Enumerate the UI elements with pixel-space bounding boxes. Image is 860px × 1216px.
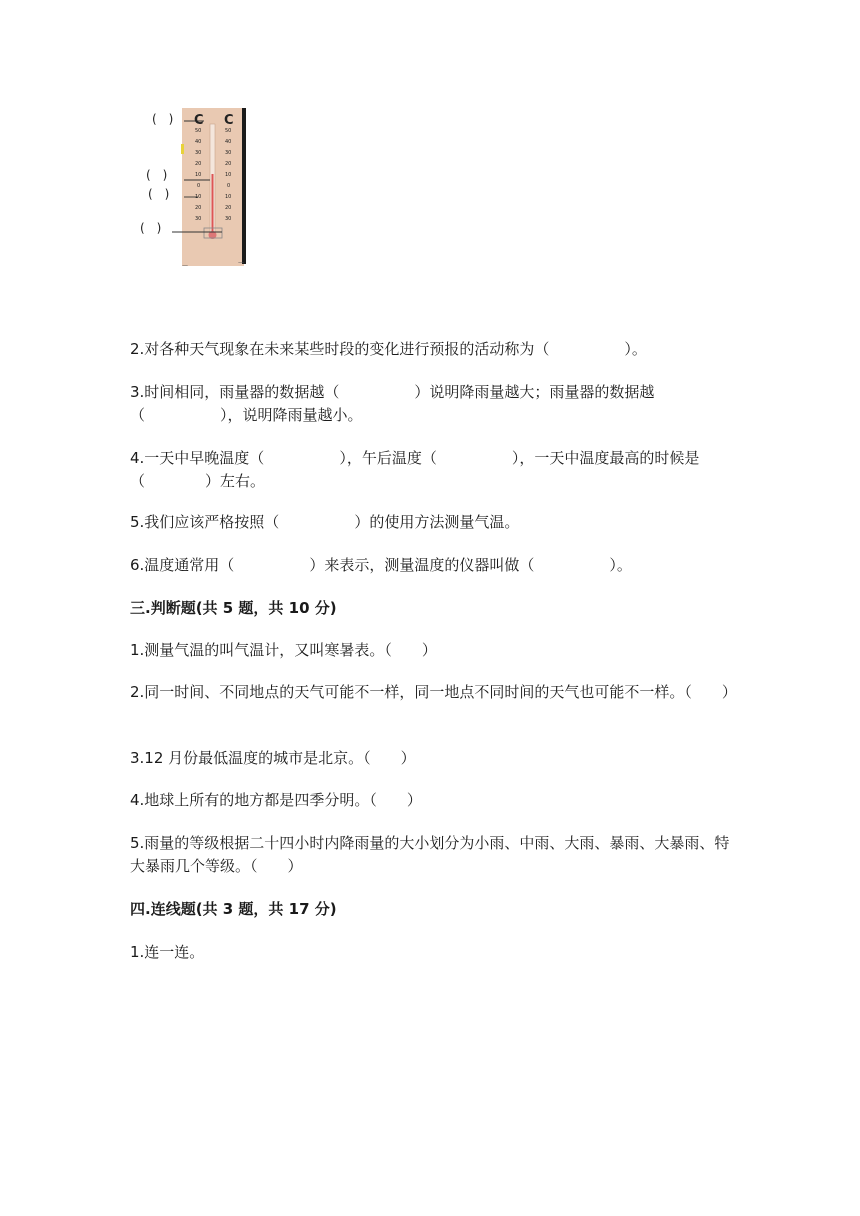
- scale-tick-label: 10: [225, 172, 232, 178]
- scale-tick-label: 0: [227, 183, 231, 189]
- scale-tick-label: 50: [225, 128, 232, 134]
- scale-tick-label: 20: [225, 161, 232, 167]
- celsius-symbol-left: C: [194, 113, 204, 128]
- base-mark: —: [182, 262, 188, 269]
- fill-question-6: 6.温度通常用（ ）来表示，测量温度的仪器叫做（ ）。: [130, 556, 632, 574]
- scale-tick-label: 10: [195, 194, 202, 200]
- scale-tick-label: 0: [197, 183, 201, 189]
- judge-question-4: 4.地球上所有的地方都是四季分明。（ ）: [130, 791, 422, 809]
- fill-question-5: 5.我们应该严格按照（ ）的使用方法测量气温。: [130, 513, 520, 531]
- scale-tick-label: 30: [195, 150, 202, 156]
- fill-question-2: 2.对各种天气现象在未来某些时段的变化进行预报的活动称为（ ）。: [130, 340, 647, 358]
- fill-question-4: 4.一天中早晚温度（ ），午后温度（ ），一天中温度最高的时候是（ ）左右。: [130, 449, 700, 490]
- section-title-matching: 四.连线题(共 3 题，共 17 分): [130, 900, 337, 918]
- figure-blank-label: ( ): [152, 112, 174, 126]
- scale-tick-label: 30: [225, 150, 232, 156]
- board-edge: [242, 108, 246, 264]
- scale-tick-label: 30: [195, 216, 202, 222]
- judge-question-3: 3.12 月份最低温度的城市是北京。（ ）: [130, 749, 416, 767]
- scale-tick-label: 40: [225, 139, 232, 145]
- thermometer-figure: [138, 104, 252, 270]
- section-title-judgement: 三.判断题(共 5 题，共 10 分): [130, 599, 337, 617]
- scale-tick-label: 10: [225, 194, 232, 200]
- yellow-mark: [181, 144, 184, 154]
- figure-blank-label: ( ): [140, 221, 162, 235]
- scale-tick-label: 20: [195, 161, 202, 167]
- liquid-column: [212, 174, 214, 232]
- scale-tick-label: 50: [195, 128, 202, 134]
- figure-blank-label: ( ): [146, 168, 168, 182]
- judge-question-5: 5.雨量的等级根据二十四小时内降雨量的大小划分为小雨、中雨、大雨、暴雨、大暴雨、特大暴雨几个等级。（ ）: [130, 834, 730, 875]
- judge-question-2: 2.同一时间、不同地点的天气可能不一样，同一地点不同时间的天气也可能不一样。（ ）: [130, 683, 737, 701]
- scale-tick-label: 20: [225, 205, 232, 211]
- celsius-symbol-right: C: [224, 113, 234, 128]
- match-question-1: 1.连一连。: [130, 943, 205, 961]
- judge-question-1: 1.测量气温的叫气温计，又叫寒暑表。（ ）: [130, 641, 437, 659]
- scale-tick-label: 20: [195, 205, 202, 211]
- fill-question-3: 3.时间相同，雨量器的数据越（ ）说明降雨量越大；雨量器的数据越（ ），说明降雨量越小。: [130, 383, 655, 424]
- base-mark: —: [238, 259, 244, 266]
- figure-blank-label: ( ): [148, 187, 170, 201]
- scale-tick-label: 30: [225, 216, 232, 222]
- scale-tick-label: 10: [195, 172, 202, 178]
- scale-tick-label: 40: [195, 139, 202, 145]
